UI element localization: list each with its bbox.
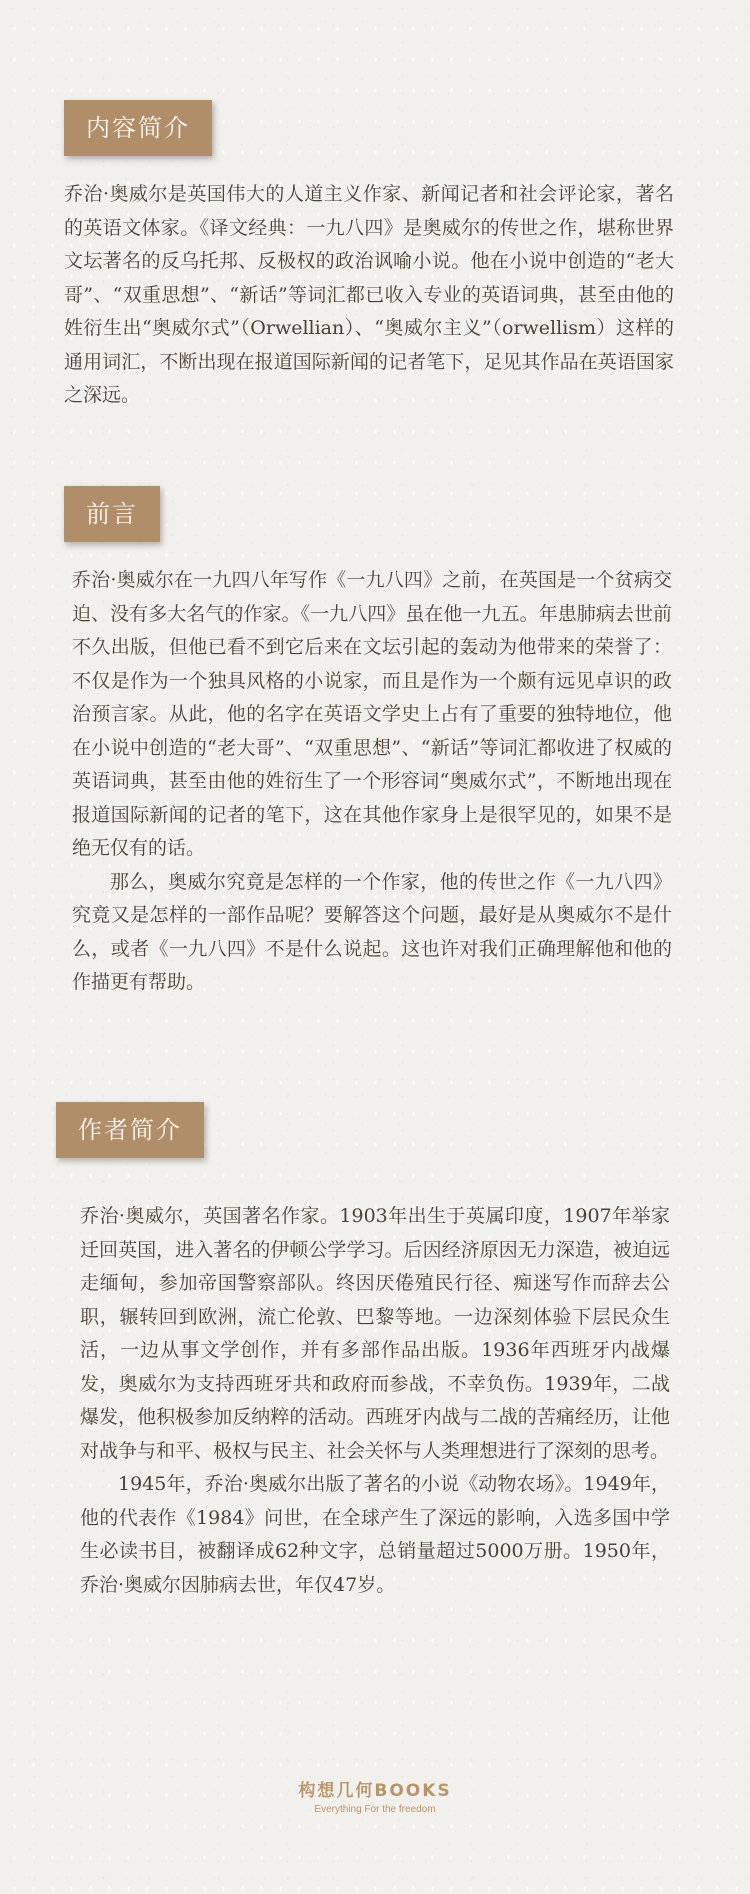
section-label-intro: 内容简介 [64, 100, 212, 156]
preface-paragraph: 那么，奥威尔究竟是怎样的一个作家，他的传世之作《一九八四》究竟又是怎样的一部作品呢？要解答这个问题，最好是从奥威尔不是什么，或者《一九八四》不是什么说起。这也许对我们正确理解他和他的作描更有帮助。 [72, 870, 672, 993]
section-label-author: 作者简介 [56, 1102, 204, 1158]
author-text [80, 1200, 670, 1602]
intro-paragraph: 乔治·奥威尔是英国伟大的人道主义作家、新闻记者和社会评论家，著名的英语文体家。《译文经典：一九八四》是奥威尔的传世之作，堪称世界文坛著名的反乌托邦、反极权的政治讽喻小说。他在小说中创造的“老大哥”、“双重思想”、“新话”等词汇都已收入专业的英语词典，甚至由他的姓衍生出“奥威尔式”（Orwellian）、“奥威尔主义”（orwellism）这样的通用词汇，不断出现在报道国际新闻的记者笔下，足见其作品在英语国家之深远。 [64, 183, 674, 406]
intro-text [64, 178, 674, 413]
author-paragraph: 乔治·奥威尔，英国著名作家。1903年出生于英属印度，1907年举家迁回英国，进入著名的伊顿公学学习。后因经济原因无力深造，被迫远走缅甸，参加帝国警察部队。终因厌倦殖民行径、痴迷写作而辞去公职，辗转回到欧洲，流亡伦敦、巴黎等地。一边深刻体验下层民众生活，一边从事文学创作，并有多部作品出版。1936年西班牙内战爆发，奥威尔为支持西班牙共和政府而参战，不幸负伤。1939年，二战爆发，他积极参加反纳粹的活动。西班牙内战与二战的苦痛经历，让他对战争与和平、极权与民主、社会关怀与人类理想进行了深刻的思考。 [80, 1205, 670, 1462]
author-paragraph: 1945年，乔治·奥威尔出版了著名的小说《动物农场》。1949年，他的代表作《1984》问世，在全球产生了深远的影响，入选多国中学生必读书目，被翻译成62种文字，总销量超过5000万册。1950年，乔治·奥威尔因肺病去世，年仅47岁。 [80, 1473, 670, 1596]
preface-text [72, 564, 672, 1000]
publisher-brand: 构想几何BOOKS [298, 1781, 452, 1801]
section-label-preface: 前言 [64, 486, 160, 542]
preface-paragraph: 乔治·奥威尔在一九四八年写作《一九八四》之前，在英国是一个贫病交迫、没有多大名气的作家。《一九八四》虽在他一九五。年患肺病去世前不久出版，但他已看不到它后来在文坛引起的轰动为他带来的荣誉了：不仅是作为一个独具风格的小说家，而且是作为一个颇有远见卓识的政治预言家。从此，他的名字在英语文学史上占有了重要的独特地位，他在小说中创造的“老大哥”、“双重思想”、“新话”等词汇都收进了权威的英语词典，甚至由他的姓衍生了一个形容词“奥威尔式”，不断地出现在报道国际新闻的记者的笔下，这在其他作家身上是很罕见的，如果不是绝无仅有的话。 [72, 569, 672, 859]
footer [0, 1776, 750, 1815]
publisher-tagline: Everything For the freedom [314, 1804, 436, 1815]
